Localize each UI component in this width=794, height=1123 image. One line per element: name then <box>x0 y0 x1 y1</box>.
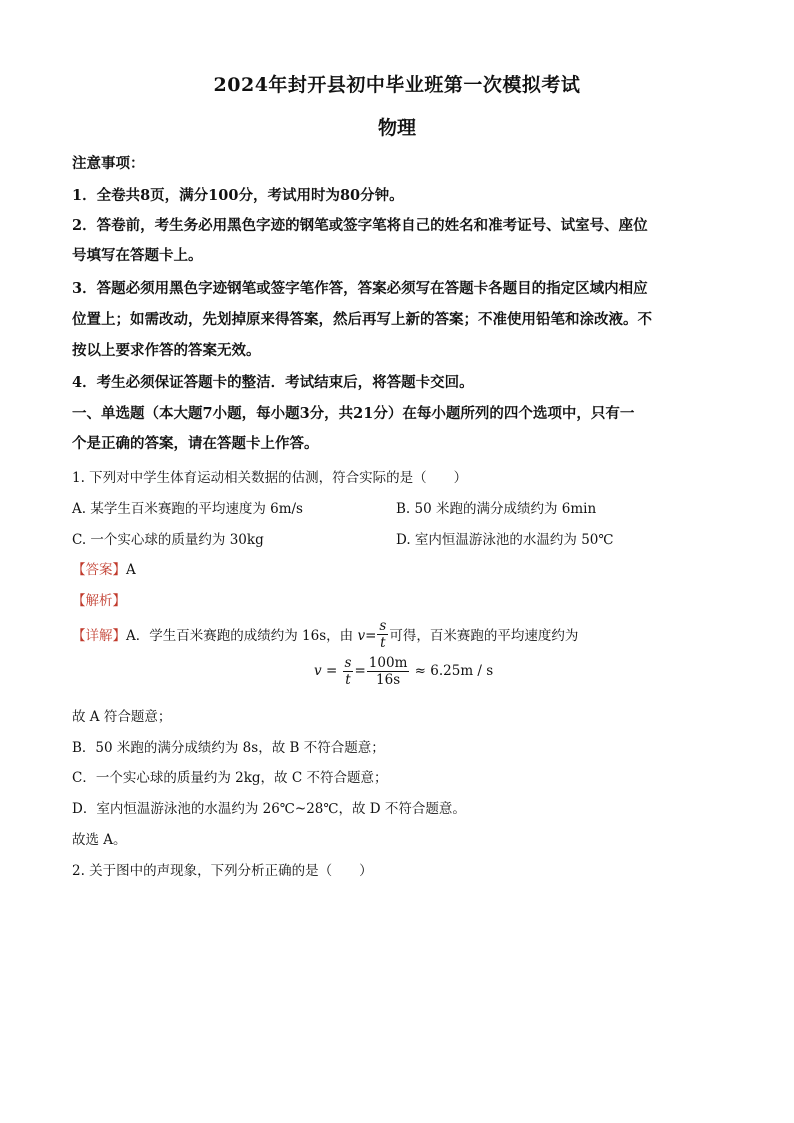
frac-num-s: s <box>379 618 387 634</box>
q1-line-c: C．一个实心球的质量约为 2kg，故 C 不符合题意； <box>72 770 388 786</box>
eq-sign: = <box>365 628 377 644</box>
formula-eq1: = <box>325 663 338 679</box>
formula-t: t <box>345 672 351 688</box>
var-v: v <box>357 628 366 644</box>
q1-line-d: D．室内恒温游泳池的水温约为 26℃~28℃，故 D 不符合题意。 <box>72 801 466 817</box>
exam-title: 2024年封开县初中毕业班第一次模拟考试 <box>213 74 581 96</box>
q1-option-c: C. 一个实心球的质量约为 30kg <box>72 532 264 548</box>
formula-eq2: = <box>354 663 366 679</box>
q1-stem: 1. 下列对中学生体育运动相关数据的估测，符合实际的是（ ） <box>72 470 468 486</box>
notice-item-4: 4．考生必须保证答题卡的整洁．考试结束后，将答题卡交回。 <box>72 374 474 391</box>
formula-result: ≈ 6.25m / s <box>414 663 494 679</box>
exam-subject: 物理 <box>377 117 416 139</box>
answer-value: A <box>126 562 136 578</box>
q1-option-d: D. 室内恒温游泳池的水温约为 50℃ <box>396 532 614 548</box>
answer-label: 【答案】 <box>72 562 126 578</box>
notice-item-2b: 号填写在答题卡上。 <box>72 247 203 264</box>
section1-heading-b: 个是正确的答案，请在答题卡上作答。 <box>72 435 319 452</box>
q1-answer <box>72 558 136 578</box>
detail-text-b: 可得，百米赛跑的平均速度约为 <box>389 628 579 644</box>
section1-heading-a: 一、单选题（本大题7小题，每小题3分，共21分）在每小题所列的四个选项中，只有一 <box>72 405 635 422</box>
formula-s: s <box>344 655 352 671</box>
notice-item-3b: 位置上；如需改动，先划掉原来得答案，然后再写上新的答案；不准使用铅笔和涂改液。不 <box>72 311 652 328</box>
formula-frac-st <box>343 655 354 688</box>
fraction-s-over-t <box>377 618 388 651</box>
q1-line-b: B．50 米跑的满分成绩约为 8s，故 B 不符合题意； <box>72 740 385 756</box>
q1-option-a: A. 某学生百米赛跑的平均速度为 6m/s <box>72 501 303 517</box>
notice-item-3c: 按以上要求作答的答案无效。 <box>72 342 261 359</box>
formula-16s: 16s <box>376 672 401 688</box>
frac-den-t: t <box>380 635 386 651</box>
formula-frac-values <box>367 655 410 688</box>
q1-analysis-label: 【解析】 <box>72 593 126 609</box>
formula-100m: 100m <box>368 655 408 671</box>
notice-item-3a: 3．答题必须用黑色字迹钢笔或签字笔作答，答案必须写在答题卡各题目的指定区域内相应 <box>72 280 648 297</box>
notice-heading: 注意事项： <box>72 155 145 172</box>
q2-stem: 2. 关于图中的声现象，下列分析正确的是（ ） <box>72 863 373 879</box>
q1-conclusion-a: 故 A 符合题意； <box>72 709 172 725</box>
q1-detail-a <box>72 620 578 653</box>
q1-option-b: B. 50 米跑的满分成绩约为 6min <box>396 501 597 517</box>
detail-label: 【详解】 <box>72 628 126 644</box>
speed-formula <box>314 655 493 695</box>
detail-text-a: A．学生百米赛跑的成绩约为 16s，由 <box>126 628 354 644</box>
formula-v: v <box>314 663 322 679</box>
q1-final: 故选 A。 <box>72 832 127 848</box>
notice-item-2a: 2．答卷前，考生务必用黑色字迹的钢笔或签字笔将自己的姓名和准考证号、试室号、座位 <box>72 217 648 234</box>
notice-item-1: 1．全卷共8页，满分100分，考试用时为80分钟。 <box>72 187 404 204</box>
